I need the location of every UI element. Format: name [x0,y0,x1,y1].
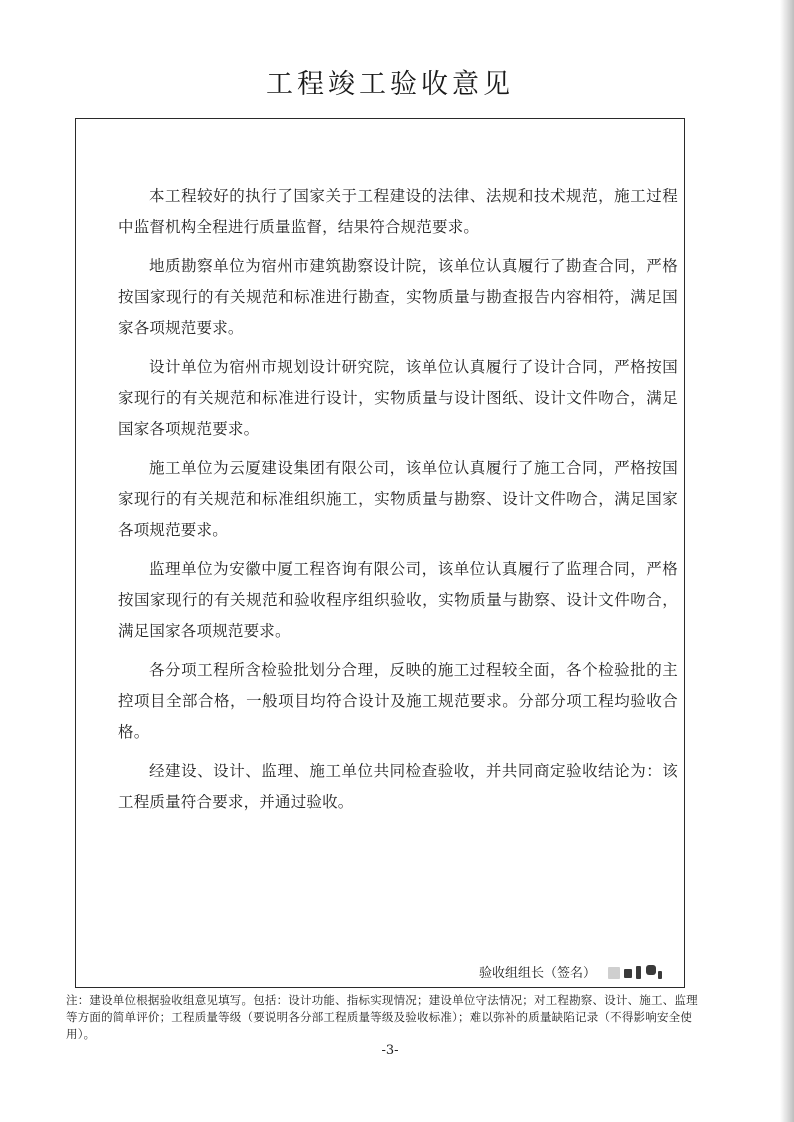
page-edge-shadow [780,0,794,1122]
signature-area [479,962,666,981]
signature-label: 验收组组长（签名） [478,966,596,981]
paragraph-supervision-unit: 监理单位为安徽中厦工程咨询有限公司，该单位认真履行了监理合同，严格按国家现行的有关规范和验收程序组织验收，实物质量与勘察、设计文件吻合，满足国家各项规范要求。 [118,560,678,640]
opinion-frame [75,118,685,988]
handwritten-signature-image [606,963,666,981]
opinion-body [118,181,678,826]
page-number: -3- [381,1043,399,1058]
paragraph-inspection-batch: 各分项工程所含检验批划分合理，反映的施工过程较全面，各个检验批的主控项目全部合格，一般项目均符合设计及施工规范要求。分部分项工程均验收合格。 [118,661,678,741]
paragraph-conclusion: 经建设、设计、监理、施工单位共同检查验收，并共同商定验收结论为：该工程质量符合要求，并通过验收。 [118,762,678,811]
paragraph-survey-unit: 地质勘察单位为宿州市建筑勘察设计院，该单位认真履行了勘查合同，严格按国家现行的有关规范和标准进行勘查，实物质量与勘查报告内容相符，满足国家各项规范要求。 [118,257,678,337]
document-title: 工程竣工验收意见 [266,69,514,100]
footnote: 注：建设单位根据验收组意见填写。包括：设计功能、指标实现情况；建设单位守法情况；对工程勘察、设计、施工、监理等方面的简单评价；工程质量等级（要说明各分部工程质量等级及验收标准）；难以弥补的质量缺陷记录（不得影响安全使用）。 [66,993,698,1041]
paragraph-construction-unit: 施工单位为云厦建设集团有限公司，该单位认真履行了施工合同，严格按国家现行的有关规范和标准组织施工，实物质量与勘察、设计文件吻合，满足国家各项规范要求。 [118,459,678,539]
paragraph-design-unit: 设计单位为宿州市规划设计研究院，该单位认真履行了设计合同，严格按国家现行的有关规范和标准进行设计，实物质量与设计图纸、设计文件吻合，满足国家各项规范要求。 [118,358,678,438]
paragraph-regulation: 本工程较好的执行了国家关于工程建设的法律、法规和技术规范，施工过程中监督机构全程进行质量监督，结果符合规范要求。 [118,187,678,236]
